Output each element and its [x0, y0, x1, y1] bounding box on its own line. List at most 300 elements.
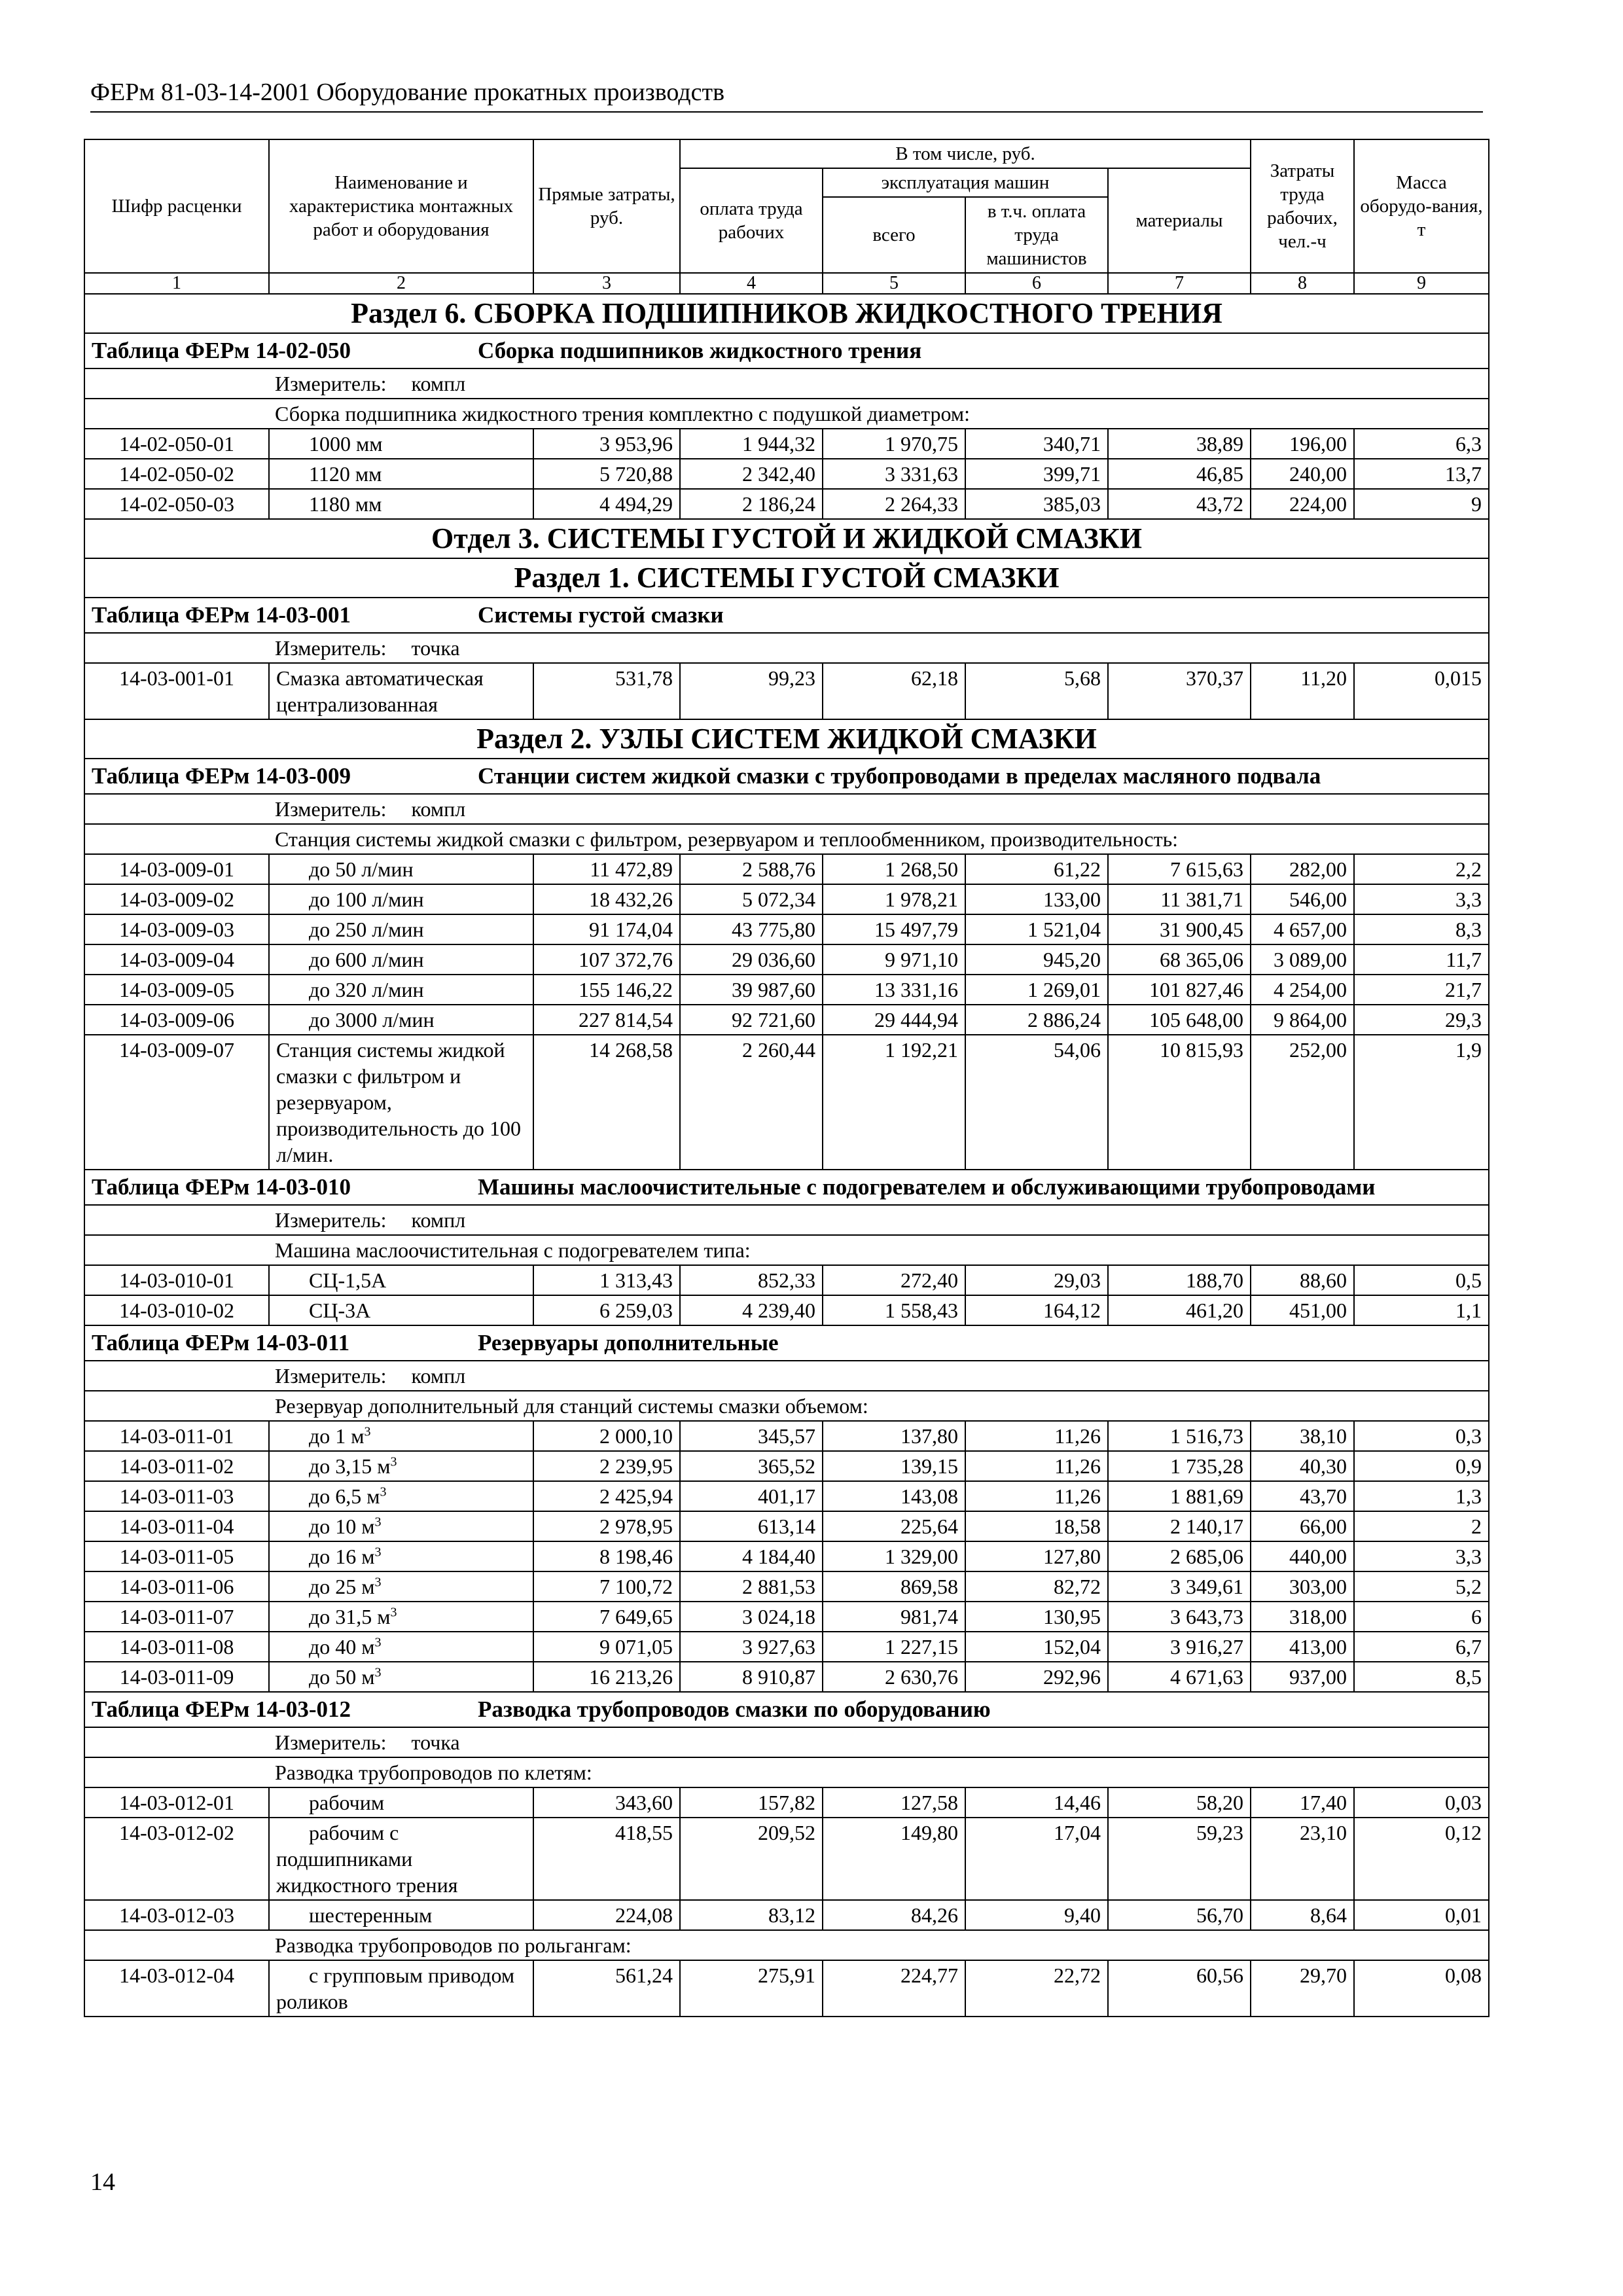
materials: 370,37 [1108, 663, 1251, 719]
col-wages-header: оплата труда рабочих [680, 168, 823, 273]
materials: 31 900,45 [1108, 914, 1251, 944]
direct-cost: 16 213,26 [533, 1662, 680, 1692]
table-title-row [84, 1692, 1489, 1727]
equipment-mass: 1,9 [1354, 1035, 1489, 1170]
col-name-header: Наименование и характеристика монтажных работ и оборудования [269, 139, 533, 273]
equipment-mass: 8,3 [1354, 914, 1489, 944]
work-name: до 600 л/мин [309, 948, 424, 971]
col-num: 5 [823, 273, 965, 294]
materials: 1 735,28 [1108, 1451, 1251, 1481]
machinist-wages: 127,80 [965, 1541, 1108, 1571]
measure-unit: компл [411, 797, 466, 821]
rate-code: 14-02-050-03 [84, 489, 269, 519]
machines-total: 149,80 [823, 1818, 965, 1900]
machinist-wages: 385,03 [965, 489, 1108, 519]
measure-row [84, 1727, 1489, 1757]
description-row [84, 399, 1489, 429]
machinist-wages: 82,72 [965, 1571, 1108, 1602]
machinist-wages: 945,20 [965, 944, 1108, 975]
labor-hours: 11,20 [1251, 663, 1354, 719]
table-title: Станции систем жидкой смазки с трубопроводами в пределах масляного подвала [478, 763, 1321, 789]
rate-code: 14-03-009-05 [84, 975, 269, 1005]
section-heading: Раздел 2. УЗЛЫ СИСТЕМ ЖИДКОЙ СМАЗКИ [84, 719, 1489, 759]
wages: 365,52 [680, 1451, 823, 1481]
section-heading: Отдел 3. СИСТЕМЫ ГУСТОЙ И ЖИДКОЙ СМАЗКИ [84, 519, 1489, 558]
rate-code: 14-03-009-07 [84, 1035, 269, 1170]
direct-cost: 2 425,94 [533, 1481, 680, 1511]
description-row [84, 1757, 1489, 1787]
table-row [84, 1602, 1489, 1632]
table-row [84, 884, 1489, 914]
machinist-wages: 18,58 [965, 1511, 1108, 1541]
table-title-cell [84, 1170, 1489, 1205]
superscript: 3 [390, 1454, 397, 1469]
direct-cost: 224,08 [533, 1900, 680, 1930]
machines-total: 1 268,50 [823, 854, 965, 884]
work-name: до 250 л/мин [309, 918, 424, 941]
materials: 3 916,27 [1108, 1632, 1251, 1662]
work-name: до 320 л/мин [309, 978, 424, 1001]
machinist-wages: 5,68 [965, 663, 1108, 719]
rate-code: 14-03-011-08 [84, 1632, 269, 1662]
table-title: Разводка трубопроводов смазки по оборудованию [478, 1696, 991, 1722]
labor-hours: 252,00 [1251, 1035, 1354, 1170]
wages: 2 260,44 [680, 1035, 823, 1170]
wages: 2 881,53 [680, 1571, 823, 1602]
work-name: 1180 мм [309, 492, 382, 516]
labor-hours: 8,64 [1251, 1900, 1354, 1930]
rate-code: 14-03-012-04 [84, 1960, 269, 2017]
rate-code: 14-03-009-02 [84, 884, 269, 914]
rate-code: 14-03-009-04 [84, 944, 269, 975]
materials: 60,56 [1108, 1960, 1251, 2017]
direct-cost: 418,55 [533, 1818, 680, 1900]
machinist-wages: 130,95 [965, 1602, 1108, 1632]
description-row [84, 824, 1489, 854]
equipment-mass: 0,5 [1354, 1265, 1489, 1295]
wages: 43 775,80 [680, 914, 823, 944]
materials: 56,70 [1108, 1900, 1251, 1930]
direct-cost: 155 146,22 [533, 975, 680, 1005]
section-heading: Раздел 6. СБОРКА ПОДШИПНИКОВ ЖИДКОСТНОГО ТРЕНИЯ [84, 294, 1489, 333]
materials: 59,23 [1108, 1818, 1251, 1900]
work-name-cell [269, 1960, 533, 2017]
measure-label: Измеритель: [275, 1208, 387, 1232]
work-name: 1120 мм [309, 462, 382, 486]
machinist-wages: 11,26 [965, 1481, 1108, 1511]
measure-unit: точка [411, 1731, 460, 1754]
work-name-cell [269, 1451, 533, 1481]
rate-code: 14-02-050-01 [84, 429, 269, 459]
labor-hours: 318,00 [1251, 1602, 1354, 1632]
machines-total: 1 192,21 [823, 1035, 965, 1170]
direct-cost: 2 000,10 [533, 1421, 680, 1451]
labor-hours: 546,00 [1251, 884, 1354, 914]
labor-hours: 43,70 [1251, 1481, 1354, 1511]
work-name: рабочим с подшипниками жидкостного трения [276, 1821, 458, 1897]
superscript: 3 [374, 1635, 382, 1650]
rates-table [84, 139, 1489, 2017]
measure-cell [84, 794, 1489, 824]
labor-hours: 937,00 [1251, 1662, 1354, 1692]
equipment-mass: 0,015 [1354, 663, 1489, 719]
materials: 11 381,71 [1108, 884, 1251, 914]
table-code: Таблица ФЕРм 14-02-050 [92, 338, 351, 363]
work-name-cell [269, 1481, 533, 1511]
equipment-mass: 0,08 [1354, 1960, 1489, 2017]
table-title-cell [84, 333, 1489, 368]
table-row [84, 429, 1489, 459]
labor-hours: 240,00 [1251, 459, 1354, 489]
table-row [84, 459, 1489, 489]
machines-total: 981,74 [823, 1602, 965, 1632]
work-name: Станция системы жидкой смазки с фильтром и резервуаром, производительность до 100 л/мин. [276, 1038, 521, 1166]
table-header [84, 139, 1489, 294]
machinist-wages: 61,22 [965, 854, 1108, 884]
wages: 3 024,18 [680, 1602, 823, 1632]
measure-row [84, 368, 1489, 399]
superscript: 3 [364, 1424, 371, 1439]
direct-cost: 107 372,76 [533, 944, 680, 975]
table-row [84, 1541, 1489, 1571]
work-name: до 3,15 м [309, 1454, 391, 1478]
measure-cell [84, 368, 1489, 399]
equipment-mass: 6,7 [1354, 1632, 1489, 1662]
materials: 4 671,63 [1108, 1662, 1251, 1692]
table-title-cell [84, 759, 1489, 794]
machinist-wages: 22,72 [965, 1960, 1108, 2017]
direct-cost: 561,24 [533, 1960, 680, 2017]
materials: 2 140,17 [1108, 1511, 1251, 1541]
direct-cost: 1 313,43 [533, 1265, 680, 1295]
labor-hours: 440,00 [1251, 1541, 1354, 1571]
section-heading-row [84, 558, 1489, 598]
materials: 188,70 [1108, 1265, 1251, 1295]
machinist-wages: 340,71 [965, 429, 1108, 459]
work-name: шестеренным [309, 1903, 433, 1927]
work-name: до 6,5 м [309, 1484, 380, 1508]
table-row [84, 1787, 1489, 1818]
description-text: Разводка трубопроводов по клетям: [84, 1757, 1489, 1787]
work-name-cell [269, 1265, 533, 1295]
measure-unit: компл [411, 1364, 466, 1388]
machines-total: 127,58 [823, 1787, 965, 1818]
rate-code: 14-02-050-02 [84, 459, 269, 489]
table-title-row [84, 1325, 1489, 1361]
table-title: Системы густой смазки [478, 602, 724, 628]
work-name-cell [269, 459, 533, 489]
col-mass-header: Масса оборудо-вания, т [1354, 139, 1489, 273]
direct-cost: 3 953,96 [533, 429, 680, 459]
wages: 852,33 [680, 1265, 823, 1295]
machines-total: 1 329,00 [823, 1541, 965, 1571]
superscript: 3 [374, 1575, 382, 1590]
machinist-wages: 17,04 [965, 1818, 1108, 1900]
work-name: до 50 м [309, 1665, 375, 1689]
rate-code: 14-03-010-01 [84, 1265, 269, 1295]
work-name: 1000 мм [309, 432, 383, 456]
direct-cost: 14 268,58 [533, 1035, 680, 1170]
rate-code: 14-03-009-06 [84, 1005, 269, 1035]
equipment-mass: 9 [1354, 489, 1489, 519]
table-title-cell [84, 598, 1489, 633]
rate-code: 14-03-011-05 [84, 1541, 269, 1571]
table-row [84, 1818, 1489, 1900]
machines-total: 1 970,75 [823, 429, 965, 459]
labor-hours: 4 657,00 [1251, 914, 1354, 944]
machines-total: 225,64 [823, 1511, 965, 1541]
superscript: 3 [380, 1484, 387, 1499]
table-row [84, 1035, 1489, 1170]
machines-total: 84,26 [823, 1900, 965, 1930]
machines-total: 1 978,21 [823, 884, 965, 914]
labor-hours: 224,00 [1251, 489, 1354, 519]
work-name-cell [269, 1662, 533, 1692]
machines-total: 272,40 [823, 1265, 965, 1295]
materials: 105 648,00 [1108, 1005, 1251, 1035]
labor-hours: 40,30 [1251, 1451, 1354, 1481]
wages: 157,82 [680, 1787, 823, 1818]
machines-total: 29 444,94 [823, 1005, 965, 1035]
table-title: Сборка подшипников жидкостного трения [478, 338, 922, 363]
direct-cost: 7 100,72 [533, 1571, 680, 1602]
equipment-mass: 0,3 [1354, 1421, 1489, 1451]
measure-row [84, 794, 1489, 824]
machines-total: 15 497,79 [823, 914, 965, 944]
rate-code: 14-03-010-02 [84, 1295, 269, 1325]
machinist-wages: 152,04 [965, 1632, 1108, 1662]
equipment-mass: 8,5 [1354, 1662, 1489, 1692]
materials: 10 815,93 [1108, 1035, 1251, 1170]
equipment-mass: 1,1 [1354, 1295, 1489, 1325]
col-direct-header: Прямые затраты, руб. [533, 139, 680, 273]
rate-code: 14-03-012-01 [84, 1787, 269, 1818]
wages: 3 927,63 [680, 1632, 823, 1662]
col-labor-header: Затраты труда рабочих, чел.-ч [1251, 139, 1354, 273]
table-title-row [84, 1170, 1489, 1205]
materials: 68 365,06 [1108, 944, 1251, 975]
materials: 7 615,63 [1108, 854, 1251, 884]
wages: 83,12 [680, 1900, 823, 1930]
document-header: ФЕРм 81-03-14-2001 Оборудование прокатных производств [90, 77, 1483, 113]
work-name-cell [269, 914, 533, 944]
rate-code: 14-03-011-03 [84, 1481, 269, 1511]
machinist-wages: 1 521,04 [965, 914, 1108, 944]
description-text: Разводка трубопроводов по рольгангам: [84, 1930, 1489, 1960]
work-name: с групповым приводом роликов [276, 1964, 515, 2013]
work-name-cell [269, 975, 533, 1005]
direct-cost: 18 432,26 [533, 884, 680, 914]
direct-cost: 4 494,29 [533, 489, 680, 519]
work-name-cell [269, 1511, 533, 1541]
work-name-cell [269, 1602, 533, 1632]
work-name-cell [269, 884, 533, 914]
work-name-cell [269, 854, 533, 884]
description-text: Сборка подшипника жидкостного трения комплектно с подушкой диаметром: [84, 399, 1489, 429]
work-name-cell [269, 1295, 533, 1325]
table-title-cell [84, 1692, 1489, 1727]
work-name-cell [269, 1632, 533, 1662]
machinist-wages: 11,26 [965, 1451, 1108, 1481]
work-name-cell [269, 1005, 533, 1035]
wages: 5 072,34 [680, 884, 823, 914]
work-name: до 16 м [309, 1545, 375, 1568]
superscript: 3 [374, 1545, 382, 1560]
col-machines-header: эксплуатация машин [823, 168, 1108, 197]
rate-code: 14-03-009-01 [84, 854, 269, 884]
col-num: 2 [269, 273, 533, 294]
machines-total: 2 264,33 [823, 489, 965, 519]
materials: 461,20 [1108, 1295, 1251, 1325]
direct-cost: 2 978,95 [533, 1511, 680, 1541]
table-row [84, 489, 1489, 519]
work-name-cell [269, 1541, 533, 1571]
wages: 1 944,32 [680, 429, 823, 459]
work-name: рабочим [309, 1791, 385, 1814]
labor-hours: 38,10 [1251, 1421, 1354, 1451]
table-row [84, 1511, 1489, 1541]
work-name: до 10 м [309, 1515, 375, 1538]
direct-cost: 9 071,05 [533, 1632, 680, 1662]
superscript: 3 [374, 1665, 382, 1680]
equipment-mass: 1,3 [1354, 1481, 1489, 1511]
work-name: СЦ-3А [309, 1299, 371, 1322]
table-row [84, 1265, 1489, 1295]
measure-cell [84, 1361, 1489, 1391]
work-name-cell [269, 1787, 533, 1818]
materials: 1 516,73 [1108, 1421, 1251, 1451]
measure-label: Измеритель: [275, 797, 387, 821]
equipment-mass: 3,3 [1354, 884, 1489, 914]
table-title-row [84, 759, 1489, 794]
work-name: до 31,5 м [309, 1605, 391, 1628]
equipment-mass: 29,3 [1354, 1005, 1489, 1035]
labor-hours: 88,60 [1251, 1265, 1354, 1295]
labor-hours: 282,00 [1251, 854, 1354, 884]
machines-total: 13 331,16 [823, 975, 965, 1005]
measure-cell [84, 1205, 1489, 1235]
section-heading-row [84, 719, 1489, 759]
col-num: 3 [533, 273, 680, 294]
table-row [84, 1900, 1489, 1930]
table-code: Таблица ФЕРм 14-03-012 [92, 1696, 351, 1722]
rate-code: 14-03-011-07 [84, 1602, 269, 1632]
work-name: до 1 м [309, 1424, 365, 1448]
measure-label: Измеритель: [275, 372, 387, 395]
machines-total: 143,08 [823, 1481, 965, 1511]
work-name: до 3000 л/мин [309, 1008, 435, 1031]
machines-total: 224,77 [823, 1960, 965, 2017]
labor-hours: 23,10 [1251, 1818, 1354, 1900]
measure-row [84, 1205, 1489, 1235]
direct-cost: 5 720,88 [533, 459, 680, 489]
machines-total: 3 331,63 [823, 459, 965, 489]
equipment-mass: 21,7 [1354, 975, 1489, 1005]
machines-total: 139,15 [823, 1451, 965, 1481]
superscript: 3 [390, 1605, 397, 1620]
rate-code: 14-03-012-02 [84, 1818, 269, 1900]
measure-unit: точка [411, 636, 460, 660]
table-row [84, 1481, 1489, 1511]
machinist-wages: 292,96 [965, 1662, 1108, 1692]
equipment-mass: 0,03 [1354, 1787, 1489, 1818]
measure-row [84, 1361, 1489, 1391]
machinist-wages: 54,06 [965, 1035, 1108, 1170]
superscript: 3 [374, 1515, 382, 1530]
description-text: Станция системы жидкой смазки с фильтром, резервуаром и теплообменником, производительность: [84, 824, 1489, 854]
materials: 46,85 [1108, 459, 1251, 489]
materials: 3 643,73 [1108, 1602, 1251, 1632]
table-title-cell [84, 1325, 1489, 1361]
equipment-mass: 3,3 [1354, 1541, 1489, 1571]
labor-hours: 17,40 [1251, 1787, 1354, 1818]
machines-total: 137,80 [823, 1421, 965, 1451]
col-num: 8 [1251, 273, 1354, 294]
measure-label: Измеритель: [275, 636, 387, 660]
rate-code: 14-03-012-03 [84, 1900, 269, 1930]
labor-hours: 66,00 [1251, 1511, 1354, 1541]
col-incl-header: В том числе, руб. [680, 139, 1251, 168]
labor-hours: 196,00 [1251, 429, 1354, 459]
wages: 4 239,40 [680, 1295, 823, 1325]
table-row [84, 1451, 1489, 1481]
table-row [84, 1571, 1489, 1602]
work-name: до 100 л/мин [309, 888, 424, 911]
machines-total: 2 630,76 [823, 1662, 965, 1692]
measure-label: Измеритель: [275, 1364, 387, 1388]
machines-total: 869,58 [823, 1571, 965, 1602]
direct-cost: 2 239,95 [533, 1451, 680, 1481]
equipment-mass: 6,3 [1354, 429, 1489, 459]
work-name: СЦ-1,5А [309, 1268, 387, 1292]
description-row [84, 1391, 1489, 1421]
wages: 39 987,60 [680, 975, 823, 1005]
labor-hours: 303,00 [1251, 1571, 1354, 1602]
description-row [84, 1930, 1489, 1960]
direct-cost: 6 259,03 [533, 1295, 680, 1325]
wages: 209,52 [680, 1818, 823, 1900]
materials: 43,72 [1108, 489, 1251, 519]
direct-cost: 11 472,89 [533, 854, 680, 884]
table-row [84, 944, 1489, 975]
machinist-wages: 164,12 [965, 1295, 1108, 1325]
table-row [84, 1295, 1489, 1325]
wages: 29 036,60 [680, 944, 823, 975]
table-row [84, 914, 1489, 944]
materials: 58,20 [1108, 1787, 1251, 1818]
work-name-cell [269, 489, 533, 519]
wages: 4 184,40 [680, 1541, 823, 1571]
machinist-wages: 133,00 [965, 884, 1108, 914]
machinist-wages: 2 886,24 [965, 1005, 1108, 1035]
machines-total: 9 971,10 [823, 944, 965, 975]
machinist-wages: 11,26 [965, 1421, 1108, 1451]
table-row [84, 1632, 1489, 1662]
table-title: Машины маслоочистительные с подогревателем и обслуживающими трубопроводами [478, 1174, 1376, 1200]
table-row [84, 1960, 1489, 2017]
equipment-mass: 0,01 [1354, 1900, 1489, 1930]
work-name-cell [269, 1818, 533, 1900]
materials: 2 685,06 [1108, 1541, 1251, 1571]
machinist-wages: 9,40 [965, 1900, 1108, 1930]
direct-cost: 531,78 [533, 663, 680, 719]
equipment-mass: 5,2 [1354, 1571, 1489, 1602]
description-text: Машина маслоочистительная с подогревателем типа: [84, 1235, 1489, 1265]
rate-code: 14-03-011-01 [84, 1421, 269, 1451]
measure-unit: компл [411, 1208, 466, 1232]
wages: 613,14 [680, 1511, 823, 1541]
wages: 99,23 [680, 663, 823, 719]
